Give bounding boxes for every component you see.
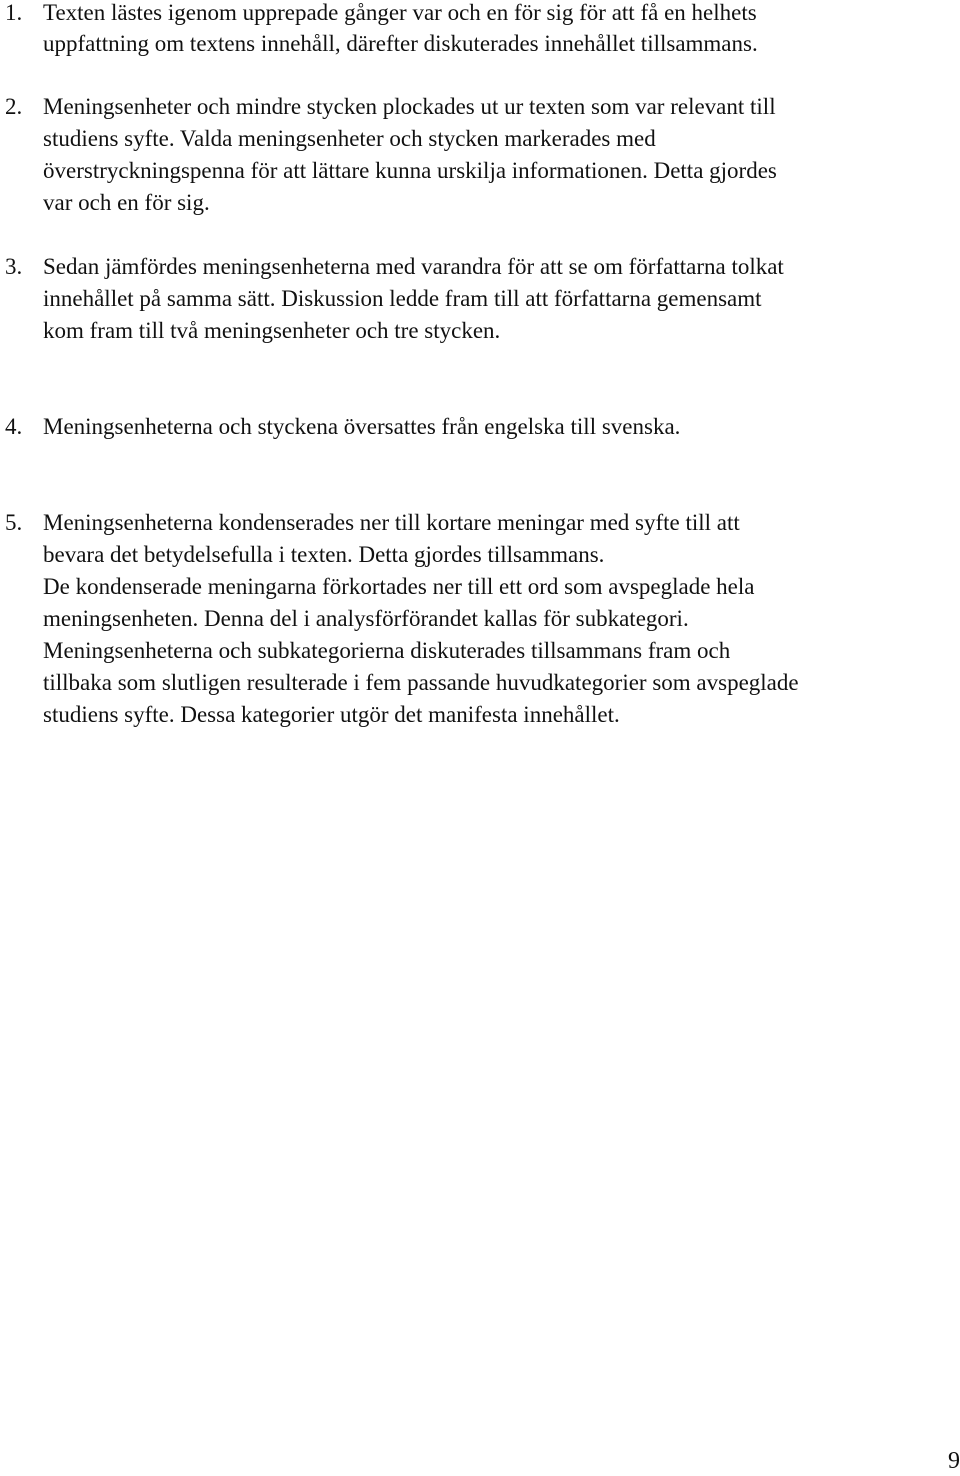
list-item-number: 5. bbox=[5, 510, 23, 535]
list-item-text-line: innehållet på samma sätt. Diskussion ledde fram till att författarna gemensamt bbox=[43, 286, 762, 311]
list-item-text-line: kom fram till två meningsenheter och tre stycken. bbox=[43, 318, 501, 343]
list-item-number: 2. bbox=[5, 94, 23, 119]
page-number: 9 bbox=[948, 1448, 960, 1474]
list-item-number: 1. bbox=[5, 0, 23, 25]
list-item-text-line: Texten lästes igenom upprepade gånger var och en för sig för att få en helhets bbox=[43, 0, 757, 25]
list-item-text-line: studiens syfte. Dessa kategorier utgör det manifesta innehållet. bbox=[43, 702, 620, 727]
list-item-text-line: Meningsenheterna och styckena översattes från engelska till svenska. bbox=[43, 414, 681, 439]
list-item-text-line: Sedan jämfördes meningsenheterna med varandra för att se om författarna tolkat bbox=[43, 254, 784, 279]
list-item-text-line: tillbaka som slutligen resulterade i fem passande huvudkategorier som avspeglade bbox=[43, 670, 799, 695]
list-item-text-line: Meningsenheterna och subkategorierna diskuterades tillsammans fram och bbox=[43, 638, 731, 663]
list-item-text-line: Meningsenheterna kondenserades ner till kortare meningar med syfte till att bbox=[43, 510, 740, 535]
list-item-text-line: överstryckningspenna för att lättare kunna urskilja informationen. Detta gjordes bbox=[43, 158, 777, 183]
list-item-text-line: uppfattning om textens innehåll, därefter diskuterades innehållet tillsammans. bbox=[43, 31, 758, 56]
list-item-text-line: meningsenheten. Denna del i analysförförandet kallas för subkategori. bbox=[43, 606, 689, 631]
list-item-number: 3. bbox=[5, 254, 23, 279]
list-item-text-line: De kondenserade meningarna förkortades ner till ett ord som avspeglade hela bbox=[43, 574, 755, 599]
list-item-number: 4. bbox=[5, 414, 23, 439]
list-item-text-line: Meningsenheter och mindre stycken plockades ut ur texten som var relevant till bbox=[43, 94, 776, 119]
list-item-text-line: bevara det betydelsefulla i texten. Detta gjordes tillsammans. bbox=[43, 542, 605, 567]
list-item-text-line: var och en för sig. bbox=[43, 190, 210, 215]
list-item-text-line: studiens syfte. Valda meningsenheter och stycken markerades med bbox=[43, 126, 656, 151]
